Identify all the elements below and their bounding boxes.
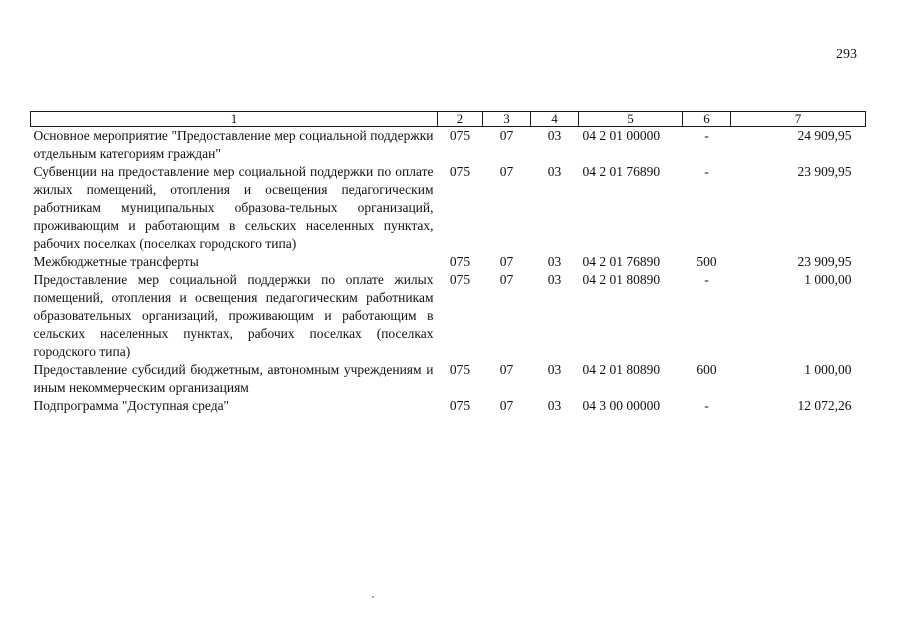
row-ministry: 075 [449, 164, 471, 179]
header-col-3: 3 [483, 112, 531, 127]
row-expense-type: 600 [696, 362, 717, 377]
row-name: Предоставление субсидий бюджетным, автономным учреждениям и иным некоммерческим организациям [33, 362, 434, 395]
scan-speck [372, 596, 374, 598]
header-row [31, 112, 866, 127]
table-row [31, 253, 866, 271]
row-name: Межбюджетные трансферты [33, 254, 199, 269]
header-col-5: 5 [579, 112, 683, 127]
row-amount: 24 909,95 [797, 128, 852, 143]
row-name: Подпрограмма "Доступная среда" [33, 398, 230, 413]
row-subsection: 03 [547, 254, 562, 269]
row-subsection: 03 [547, 362, 562, 377]
budget-table [30, 111, 866, 415]
header-col-4: 4 [531, 112, 579, 127]
row-section: 07 [499, 128, 514, 143]
row-expense-type: - [704, 128, 709, 143]
page-number: 293 [836, 47, 857, 62]
row-ministry: 075 [449, 398, 471, 413]
row-section: 07 [499, 272, 514, 287]
row-section: 07 [499, 164, 514, 179]
table-body [31, 127, 866, 416]
header-col-2: 2 [438, 112, 483, 127]
table-row [31, 397, 866, 415]
row-subsection: 03 [547, 398, 562, 413]
table-row [31, 271, 866, 361]
header-col-7: 7 [731, 112, 866, 127]
header-col-6: 6 [683, 112, 731, 127]
row-amount: 23 909,95 [797, 164, 852, 179]
row-expense-type: - [704, 398, 709, 413]
row-subsection: 03 [547, 128, 562, 143]
header-col-1: 1 [31, 112, 438, 127]
row-target: 04 2 01 76890 [582, 164, 661, 179]
row-expense-type: - [704, 164, 709, 179]
row-target: 04 2 01 76890 [582, 254, 661, 269]
row-amount: 12 072,26 [797, 398, 852, 413]
row-ministry: 075 [449, 272, 471, 287]
row-name: Субвенции на предоставление мер социальной поддержки по оплате жилых помещений, отопления и освещения педагогическим работникам муниципальных образова-тельных организаций, проживающим и работающим в сельских населенных пунктах, рабочих поселках (поселках городского типа) [33, 164, 434, 251]
row-section: 07 [499, 254, 514, 269]
table-row [31, 361, 866, 397]
table-header [31, 112, 866, 127]
table-row [31, 163, 866, 253]
row-target: 04 3 00 00000 [582, 398, 661, 413]
row-section: 07 [499, 398, 514, 413]
row-amount: 1 000,00 [804, 362, 852, 377]
row-ministry: 075 [449, 362, 471, 377]
row-ministry: 075 [449, 254, 471, 269]
row-subsection: 03 [547, 272, 562, 287]
row-expense-type: - [704, 272, 709, 287]
row-section: 07 [499, 362, 514, 377]
row-subsection: 03 [547, 164, 562, 179]
row-ministry: 075 [449, 128, 471, 143]
row-target: 04 2 01 80890 [582, 272, 661, 287]
row-target: 04 2 01 80890 [582, 362, 661, 377]
row-name: Основное мероприятие "Предоставление мер социальной поддержки отдельным категориям граждан" [33, 128, 434, 161]
row-name: Предоставление мер социальной поддержки по оплате жилых помещений, отопления и освещения педагогическим работникам образовательных организаций, проживающим и работающим в сельских населенных пунктах, рабочих поселках (поселках городского типа) [33, 272, 434, 359]
row-amount: 23 909,95 [797, 254, 852, 269]
row-expense-type: 500 [696, 254, 717, 269]
row-target: 04 2 01 00000 [582, 128, 661, 143]
row-amount: 1 000,00 [804, 272, 852, 287]
table-row [31, 127, 866, 164]
